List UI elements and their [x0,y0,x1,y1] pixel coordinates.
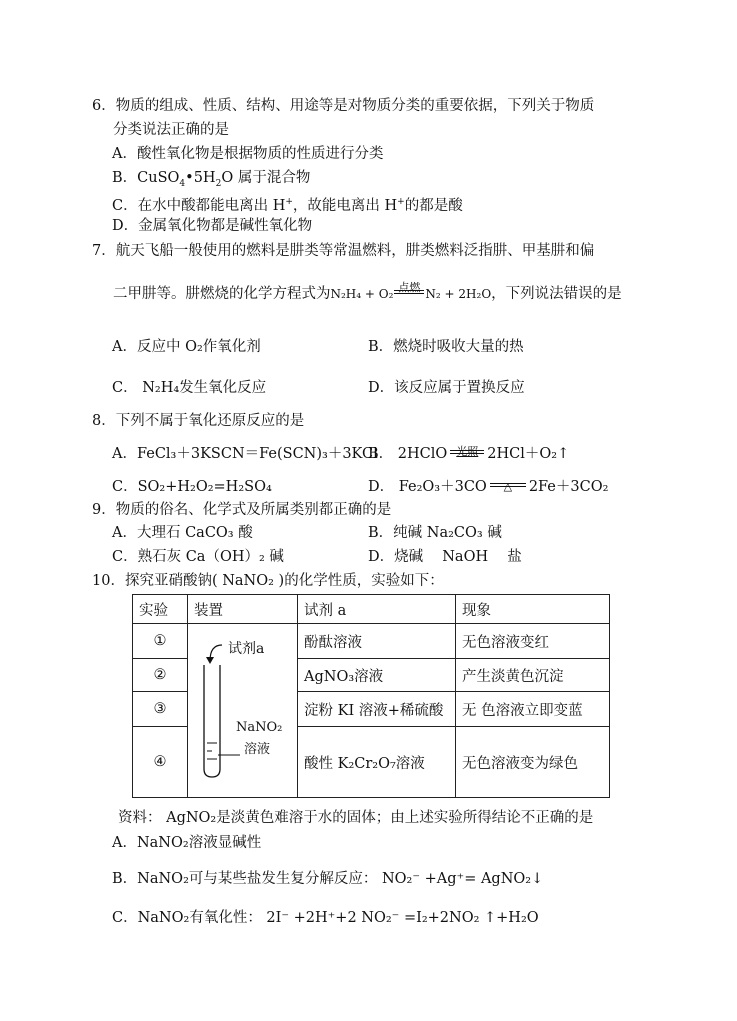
q6-option-a: A．酸性氧化物是根据物质的性质进行分类 [112,146,384,162]
q9-option-d: D．烧碱 NaOH 盐 [368,549,522,565]
q6-stem-line1: 6．物质的组成、性质、结构、用途等是对物质分类的重要依据，下列关于物质 [92,98,595,114]
q8-option-a: A．FeCl₃＋3KSCN＝Fe(SCN)₃＋3KCl [112,446,378,462]
q7-option-b: B．燃烧时吸收大量的热 [368,339,524,355]
q7-equation-left: N₂H₄ + O₂ [330,287,394,301]
q8-stem: 8．下列不属于氧化还原反应的是 [92,413,305,429]
row-reagent: 酚酞溶液 [298,624,456,659]
q6-option-c: C．在水中酸都能电离出 H+，故能电离出 H+的都是酸 [112,197,463,214]
q7-option-d: D．该反应属于置换反应 [368,380,525,396]
row-id: ① [133,624,188,659]
row-id: ④ [133,727,188,798]
q9-option-b: B．纯碱 Na₂CO₃ 碱 [368,525,502,541]
q10-experiment-table [132,594,610,798]
apparatus-reagent-label: 试剂a [228,641,265,657]
row-result: 无 色溶液立即变蓝 [456,692,610,727]
apparatus-solution-label-1: NaNO₂ [236,720,283,735]
q8-option-b: B． 2HClO 光照 2HCl＋O₂↑ [368,445,570,462]
table-header-row [133,595,610,624]
q9-stem: 9．物质的俗名、化学式及所属类别都正确的是 [92,502,392,518]
apparatus-solution-label-2: 溶液 [244,742,271,757]
row-result: 无色溶液变红 [456,624,610,659]
header-experiment: 实验 [133,595,188,624]
q10-option-a: A．NaNO₂溶液显碱性 [112,835,262,851]
table-row [133,624,610,659]
q6-option-d: D．金属氧化物都是碱性氧化物 [112,218,313,234]
q9-option-c: C．熟石灰 Ca（OH）₂ 碱 [112,549,284,565]
q7-stem-line1: 7．航天飞船一般使用的燃料是肼类等常温燃料，肼类燃料泛指肼、甲基肼和偏 [92,243,595,259]
q6-stem-line2: 分类说法正确的是 [113,122,229,138]
row-result: 无色溶液变为绿色 [456,727,610,798]
row-result: 产生淡黄色沉淀 [456,659,610,692]
q9-option-a: A．大理石 CaCO₃ 酸 [112,525,253,541]
q10-stem: 10．探究亚硝酸钠( NaNO₂ )的化学性质，实验如下： [92,573,444,589]
q10-note: 资料： AgNO₂是淡黄色难溶于水的固体；由上述实验所得结论不正确的是 [118,810,594,826]
q7-stem-line2: 二甲肼等。肼燃烧的化学方程式为N₂H₄ + O₂ 点燃 N₂ + 2H₂O，下列说法错误的是 [113,281,622,302]
q6-option-b: B．$CuSO_4•5H_2O$ 属于混合物 [112,170,311,189]
apparatus-cell [188,624,298,798]
q10-option-b: B．NaNO₂可与某些盐发生复分解反应： NO₂⁻ +Ag⁺= AgNO₂↓ [112,871,544,887]
row-id: ② [133,659,188,692]
q7-equation-arrow: 点燃 [394,294,424,298]
header-phenomenon: 现象 [456,595,610,624]
row-id: ③ [133,692,188,727]
q7-option-c: C． N₂H₄发生氧化反应 [112,380,267,396]
q10-option-c: C．NaNO₂有氧化性： 2I⁻ +2H⁺+2 NO₂⁻ =I₂+2NO₂ ↑+H₂O [112,910,539,926]
header-reagent: 试剂 a [298,595,456,624]
row-reagent: 淀粉 KI 溶液+稀硫酸 [298,692,456,727]
header-apparatus: 装置 [188,595,298,624]
row-reagent: 酸性 K₂Cr₂O₇溶液 [298,727,456,798]
q7-equation-right: N₂ + 2H₂O [425,287,492,301]
row-reagent: AgNO₃溶液 [298,659,456,692]
q8-option-c: C．SO₂+H₂O₂=H₂SO₄ [112,479,272,495]
q7-option-a: A．反应中 O₂作氧化剂 [112,339,261,355]
q8-option-d: D． Fe₂O₃＋3CO △ 2Fe＋3CO₂ [368,479,609,495]
